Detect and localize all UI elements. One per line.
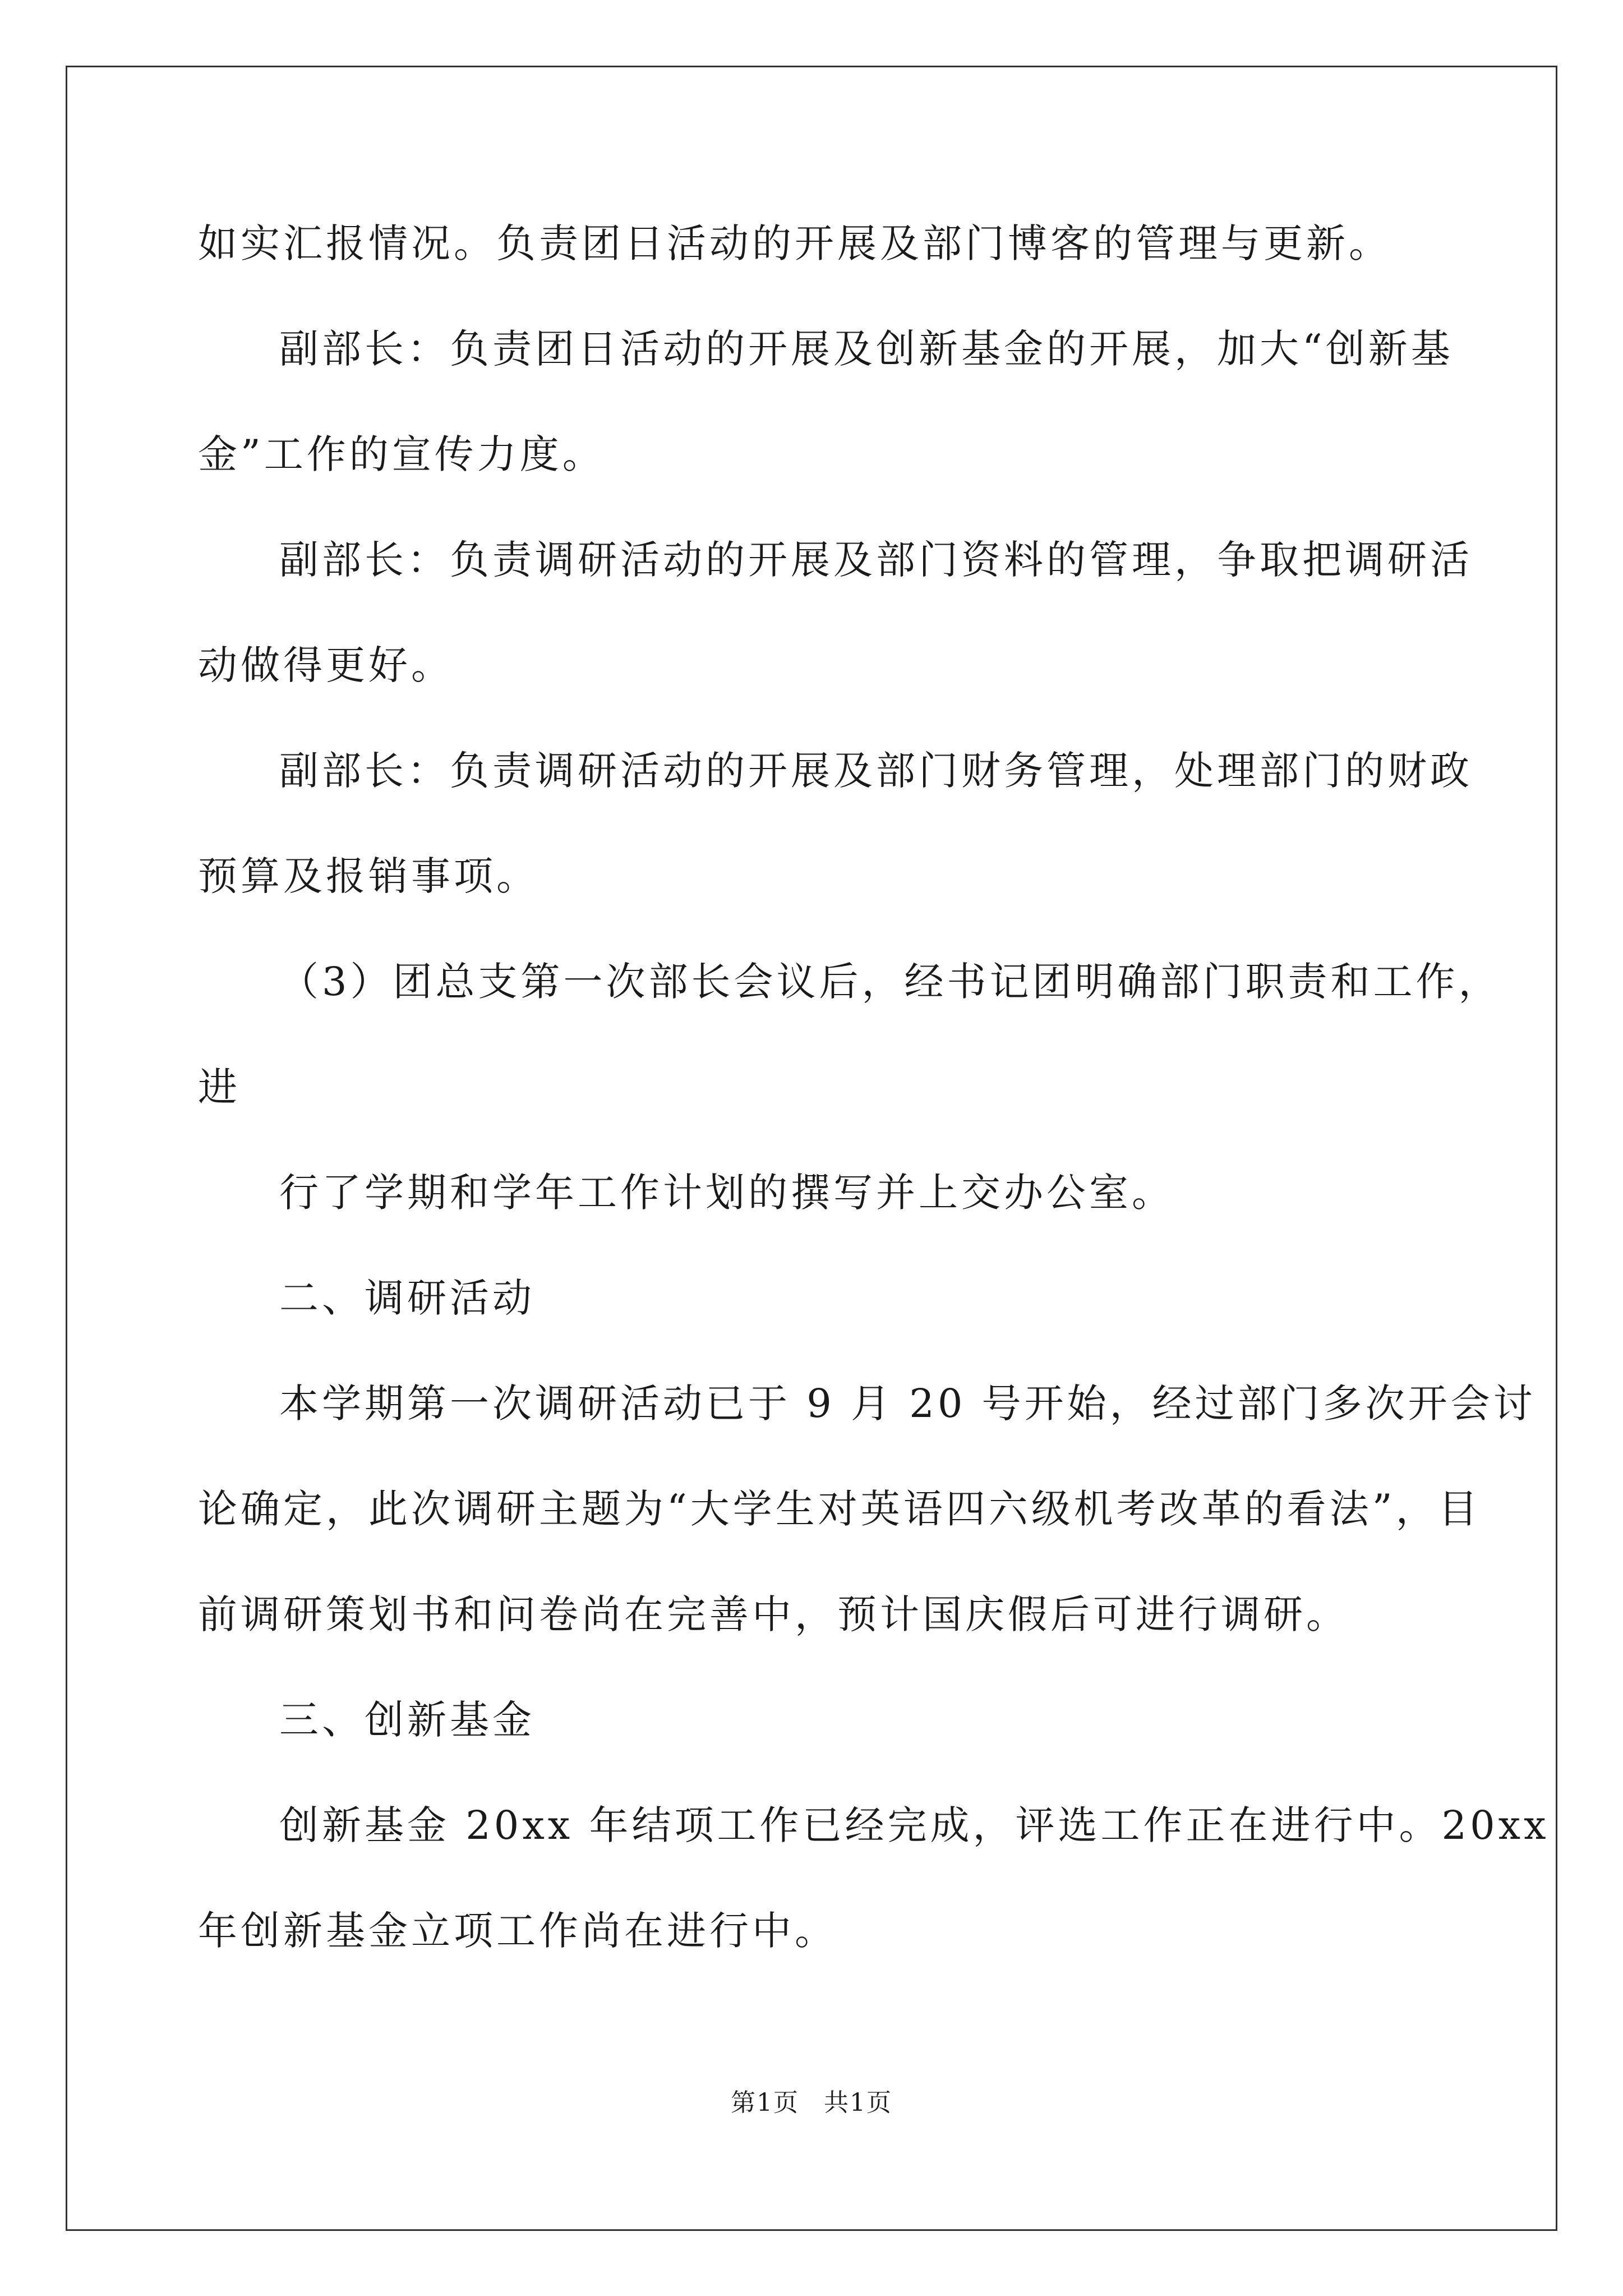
- text-line: 本学期第一次调研活动已于 9 月 20 号开始，经过部门多次开会讨: [279, 1381, 1536, 1427]
- text-line: 副部长：负责团日活动的开展及创新基金的开展，加大“创新基: [279, 326, 1454, 372]
- text-line: 动做得更好。: [198, 642, 454, 688]
- section-heading-research: 二、调研活动: [279, 1275, 535, 1321]
- page-number-current: 第1页: [731, 2088, 799, 2117]
- page-footer: [0, 2082, 1623, 2118]
- text-line: 如实汇报情况。负责团日活动的开展及部门博客的管理与更新。: [198, 220, 1391, 266]
- text-line: 创新基金 20xx 年结项工作已经完成，评选工作正在进行中。20xx: [279, 1802, 1550, 1848]
- text-line: （3）团总支第一次部长会议后，经书记团明确部门职责和工作，: [279, 959, 1501, 1005]
- text-line: 副部长：负责调研活动的开展及部门资料的管理，争取把调研活: [279, 537, 1473, 583]
- text-line: 副部长：负责调研活动的开展及部门财务管理，处理部门的财政: [279, 748, 1473, 794]
- text-line: 进: [198, 1064, 241, 1110]
- document-body: [198, 191, 1550, 1984]
- text-line: 金”工作的宣传力度。: [198, 431, 605, 477]
- page-number-total: 共1页: [824, 2088, 892, 2117]
- text-line: 行了学期和学年工作计划的撰写并上交办公室。: [279, 1170, 1174, 1216]
- text-line: 预算及报销事项。: [198, 853, 539, 899]
- text-line: 年创新基金立项工作尚在进行中。: [198, 1908, 837, 1954]
- section-heading-innovation-fund: 三、创新基金: [279, 1697, 535, 1743]
- text-line: 前调研策划书和问卷尚在完善中，预计国庆假后可进行调研。: [198, 1591, 1349, 1637]
- text-line: 论确定，此次调研主题为“大学生对英语四六级机考改革的看法”，目: [198, 1486, 1481, 1532]
